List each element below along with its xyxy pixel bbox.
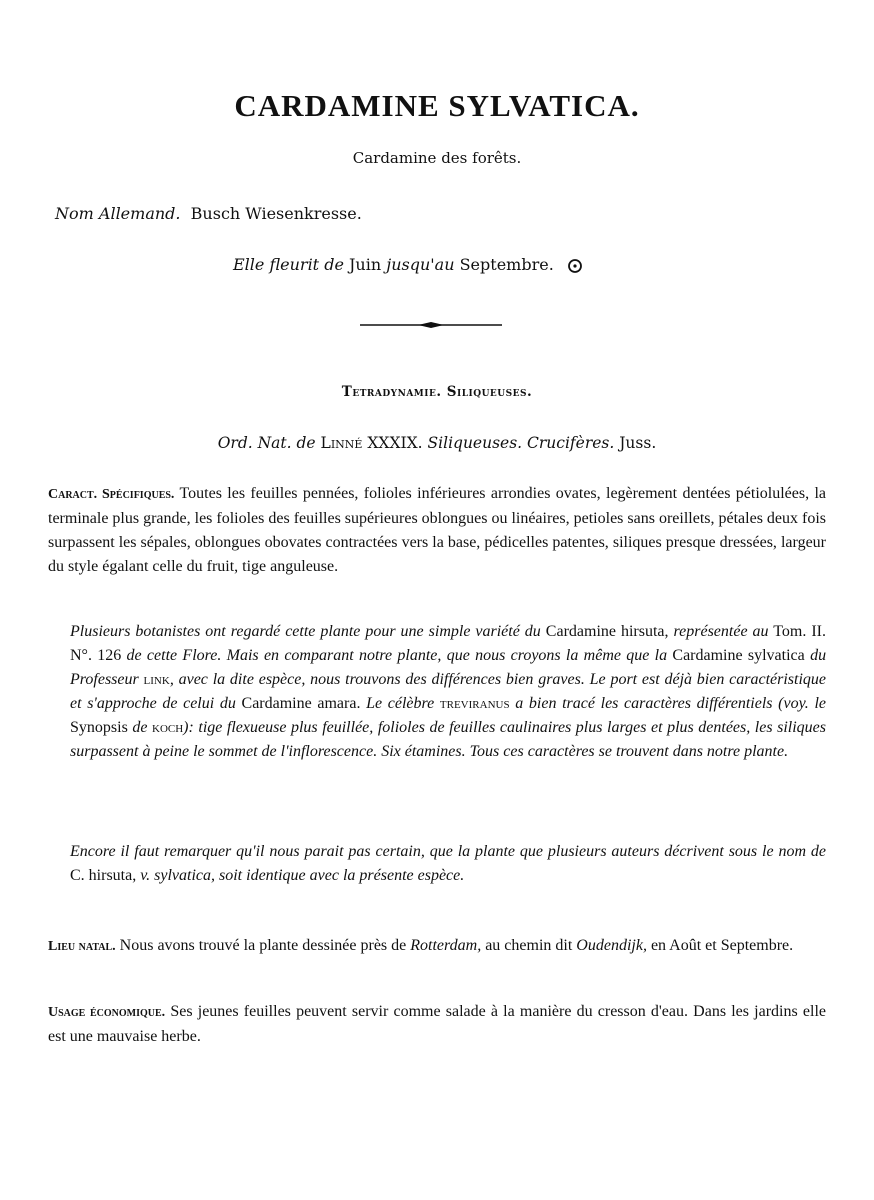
- french-name: Cardamine des forêts.: [352, 149, 522, 167]
- flowering-month-start: Juin: [349, 255, 382, 274]
- remark1-species-sylvatica: Cardamine sylvatica: [672, 647, 805, 664]
- remark1-text-g: du Professeur: [70, 647, 827, 688]
- remark-paragraph-1: [70, 620, 826, 764]
- remark1-text-m: a bien tracé les caractères différentiels (voy. le: [515, 695, 826, 712]
- native-place-text-e: en Août et Septembre.: [650, 937, 794, 954]
- economic-use-label: Usage économique.: [48, 1005, 166, 1020]
- remark2-species: C. hirsuta,: [70, 867, 137, 884]
- annual-sun-icon: [567, 258, 583, 274]
- order-prefix: Ord. Nat. de: [217, 434, 316, 452]
- native-place-text-c: au chemin dit: [485, 937, 573, 954]
- order-number: XXXIX.: [367, 434, 423, 452]
- remark1-text-q: ): tige flexueuse plus feuillée, folioles de feuilles caulinaires plus larges et plus dentées, les siliques surpassent à peine le sommet de l'inflorescence. Six étamines. Tous ces caractères se trouvent dans notre plante.: [70, 719, 827, 760]
- native-place-road: Oudendijk,: [576, 937, 647, 954]
- order-families: Siliqueuses. Crucifères.: [427, 434, 615, 452]
- remark1-text-a: Plusieurs botanistes ont regardé cette plante pour une simple variété du: [70, 623, 541, 640]
- remark1-text-i: , avec la dite espèce, nous trouvons des différences bien graves. Le port est déjà bien caractéristique et s'approche de celui du: [70, 671, 827, 712]
- remark2-text-a: Encore il faut remarquer qu'il nous parait pas certain, que la plante que plusieurs auteurs décrivent sous le nom de: [70, 843, 826, 860]
- order-linne: Linné: [320, 434, 363, 452]
- remark1-author-treviranus: treviranus: [439, 695, 510, 712]
- economic-use-text: Ses jeunes feuilles peuvent servir comme salade à la manière du cresson d'eau. Dans les jardins elle est une mauvaise herbe.: [48, 1003, 826, 1045]
- flowering-line: [233, 255, 583, 274]
- german-name-label: Nom Allemand.: [55, 204, 181, 223]
- page-title: CARDAMINE SYLVATICA.: [234, 88, 640, 123]
- remark-paragraph-2: [70, 840, 826, 888]
- specific-characters-text: Toutes les feuilles pennées, folioles inférieures arrondies ovates, legèrement dentées pétiolulées, la terminale plus grande, les folioles des feuilles supérieures oblongues ou linéaires, petioles sans oreillets, pétales deux fois surpassent les sépales, oblongues obovates contractées vers la base, pédicelles patentes, siliques presque dressées, largeur du style égalant celle du fruit, tige anguleuse.: [48, 485, 827, 575]
- remark1-text-o: de: [132, 719, 148, 736]
- german-name-value: Busch Wiesenkresse.: [190, 204, 362, 223]
- order-jussieu: Juss.: [619, 434, 657, 452]
- native-place-paragraph: [48, 934, 826, 959]
- natural-order-line: [0, 434, 874, 452]
- flowering-month-end: Septembre.: [459, 255, 554, 274]
- remark1-author-koch: koch: [152, 719, 184, 736]
- ornamental-rule: [360, 320, 502, 330]
- remark1-synopsis: Synopsis: [70, 719, 128, 736]
- flowering-text-2: jusqu'au: [386, 255, 455, 274]
- remark1-author-link: link: [143, 671, 170, 688]
- specific-characters-paragraph: [48, 482, 826, 579]
- linnean-class: Tetradynamie. Siliqueuses.: [341, 384, 533, 400]
- native-place-city: Rotterdam,: [410, 937, 482, 954]
- remark2-text-c: v. sylvatica, soit identique avec la présente espèce.: [140, 867, 465, 884]
- remark1-species-amara: Cardamine amara.: [241, 695, 361, 712]
- remark1-text-k: Le célèbre: [366, 695, 435, 712]
- remark1-text-e: de cette Flore. Mais en comparant notre plante, que nous croyons la même que la: [126, 647, 668, 664]
- native-place-text-a: Nous avons trouvé la plante dessinée près de: [119, 937, 407, 954]
- specific-characters-label: Caract. Spécifiques.: [48, 487, 175, 502]
- remark1-volume-ref: Tom. II. N°. 126: [70, 623, 826, 664]
- remark1-species-hirsuta: Cardamine hirsuta,: [545, 623, 669, 640]
- german-name-line: [55, 204, 362, 223]
- economic-use-paragraph: [48, 1000, 826, 1049]
- remark1-text-c: représentée au: [673, 623, 769, 640]
- flowering-text-1: Elle fleurit de: [233, 255, 344, 274]
- native-place-label: Lieu natal.: [48, 939, 116, 954]
